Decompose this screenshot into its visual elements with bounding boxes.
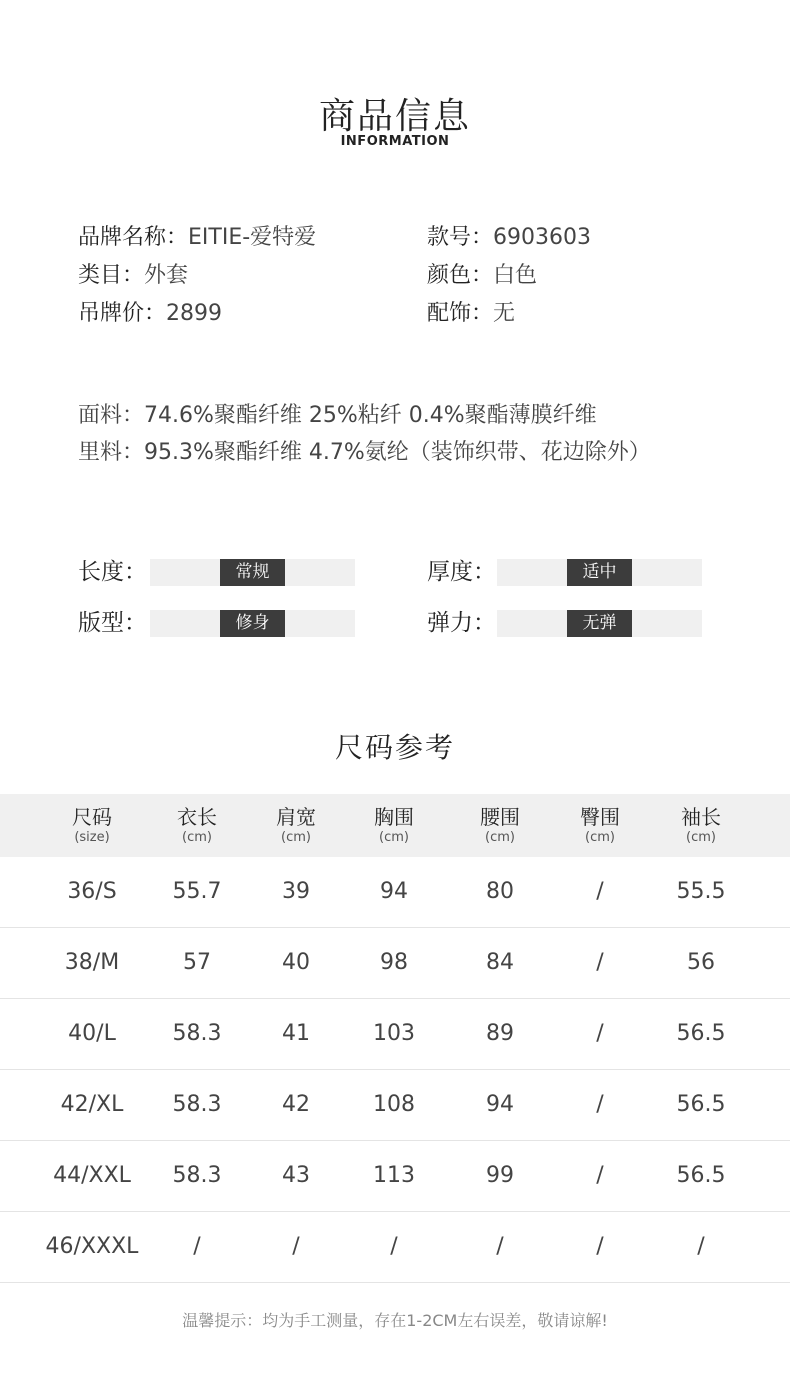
table-cell: /	[596, 1163, 604, 1188]
column-header	[246, 794, 346, 857]
table-cell: /	[697, 1234, 705, 1259]
length-tag: 常规	[220, 559, 285, 586]
table-cell: 42	[282, 1092, 310, 1117]
table-cell: /	[390, 1234, 398, 1259]
table-cell: 41	[282, 1021, 310, 1046]
style-row	[427, 223, 591, 253]
price-value: 2899	[166, 301, 223, 326]
color-value: 白色	[493, 263, 538, 288]
measurement-tip: 温馨提示：均为手工测量，存在1-2CM左右误差，敬请谅解!	[182, 1311, 608, 1330]
column-unit: (cm)	[686, 830, 716, 845]
table-cell: /	[496, 1234, 504, 1259]
table-cell: /	[596, 879, 604, 904]
column-header	[450, 794, 550, 857]
table-cell: 56.5	[676, 1163, 726, 1188]
table-cell: 40	[282, 950, 310, 975]
accessory-label: 配饰：	[427, 301, 494, 326]
table-row	[0, 1141, 790, 1212]
size-chart-title: 尺码参考	[334, 731, 455, 764]
table-row	[0, 857, 790, 928]
table-cell: 38/M	[64, 950, 120, 975]
lining-fabric: 里料：95.3%聚酯纤维 4.7%氨纶（装饰织带、花边除外）	[78, 440, 651, 465]
table-cell: 40/L	[68, 1021, 116, 1046]
page-title: 商品信息	[318, 96, 471, 137]
thickness-tag: 适中	[567, 559, 632, 586]
table-cell: 80	[486, 879, 514, 904]
length-label: 长度：	[78, 559, 147, 585]
column-header	[550, 794, 650, 857]
table-row	[0, 1212, 790, 1283]
table-row	[0, 999, 790, 1070]
column-unit: (cm)	[182, 830, 212, 845]
column-unit: (cm)	[485, 830, 515, 845]
elastic-label: 弹力：	[427, 610, 496, 636]
category-value: 外套	[144, 263, 189, 288]
table-cell: 55.5	[676, 879, 726, 904]
table-cell: /	[596, 1092, 604, 1117]
elastic-tag: 无弹	[567, 610, 632, 637]
elastic-bar	[497, 610, 702, 637]
table-cell: 56.5	[676, 1092, 726, 1117]
table-row	[0, 1070, 790, 1141]
style-value: 6903603	[493, 225, 591, 250]
table-cell: /	[193, 1234, 201, 1259]
table-cell: 58.3	[172, 1021, 222, 1046]
fit-bar	[150, 610, 355, 637]
shell-fabric: 面料：74.6%聚酯纤维 25%粘纤 0.4%聚酯薄膜纤维	[78, 403, 597, 428]
fit-tag: 修身	[220, 610, 285, 637]
table-cell: 89	[486, 1021, 514, 1046]
table-cell: 103	[373, 1021, 415, 1046]
table-cell: 99	[486, 1163, 514, 1188]
table-cell: /	[596, 1234, 604, 1259]
table-header	[0, 794, 790, 857]
price-label: 吊牌价：	[78, 301, 167, 326]
thickness-bar	[497, 559, 702, 586]
column-header	[651, 794, 751, 857]
table-cell: 108	[373, 1092, 415, 1117]
table-cell: 36/S	[67, 879, 117, 904]
table-cell: 57	[183, 950, 211, 975]
column-header	[42, 794, 142, 857]
column-name: 衣长	[177, 805, 217, 829]
table-cell: /	[292, 1234, 300, 1259]
column-unit: (cm)	[379, 830, 409, 845]
category-row	[78, 261, 188, 291]
style-label: 款号：	[427, 225, 494, 250]
price-row	[78, 299, 222, 329]
table-cell: 46/XXXL	[45, 1234, 139, 1259]
length-bar	[150, 559, 355, 586]
accessory-row	[427, 299, 515, 329]
color-label: 颜色：	[427, 263, 494, 288]
thickness-label: 厚度：	[427, 559, 496, 585]
brand-row	[78, 223, 316, 253]
table-cell: 58.3	[172, 1092, 222, 1117]
table-cell: 56.5	[676, 1021, 726, 1046]
column-name: 腰围	[480, 805, 520, 829]
column-header	[344, 794, 444, 857]
column-unit: (cm)	[281, 830, 311, 845]
page-subtitle: INFORMATION	[340, 134, 450, 149]
table-cell: 84	[486, 950, 514, 975]
column-unit: (cm)	[585, 830, 615, 845]
column-name: 尺码	[72, 805, 112, 829]
table-cell: 94	[486, 1092, 514, 1117]
category-label: 类目：	[78, 263, 145, 288]
table-cell: 98	[380, 950, 408, 975]
table-cell: /	[596, 1021, 604, 1046]
column-name: 胸围	[374, 805, 414, 829]
table-cell: 42/XL	[60, 1092, 124, 1117]
column-name: 臀围	[580, 805, 620, 829]
table-body	[0, 857, 790, 1283]
fit-label: 版型：	[78, 610, 147, 636]
column-unit: (size)	[74, 830, 110, 845]
column-name: 袖长	[681, 805, 721, 829]
table-cell: 58.3	[172, 1163, 222, 1188]
table-cell: 56	[687, 950, 715, 975]
brand-value: EITIE-爱特爱	[188, 225, 317, 250]
table-cell: /	[596, 950, 604, 975]
accessory-value: 无	[493, 301, 516, 326]
table-cell: 55.7	[172, 879, 222, 904]
size-table	[0, 794, 790, 1283]
column-header	[147, 794, 247, 857]
table-cell: 44/XXL	[53, 1163, 131, 1188]
column-name: 肩宽	[276, 805, 316, 829]
table-cell: 43	[282, 1163, 310, 1188]
table-cell: 39	[282, 879, 310, 904]
brand-label: 品牌名称：	[78, 225, 189, 250]
table-cell: 113	[373, 1163, 415, 1188]
table-row	[0, 928, 790, 999]
color-row	[427, 261, 537, 291]
table-cell: 94	[380, 879, 408, 904]
